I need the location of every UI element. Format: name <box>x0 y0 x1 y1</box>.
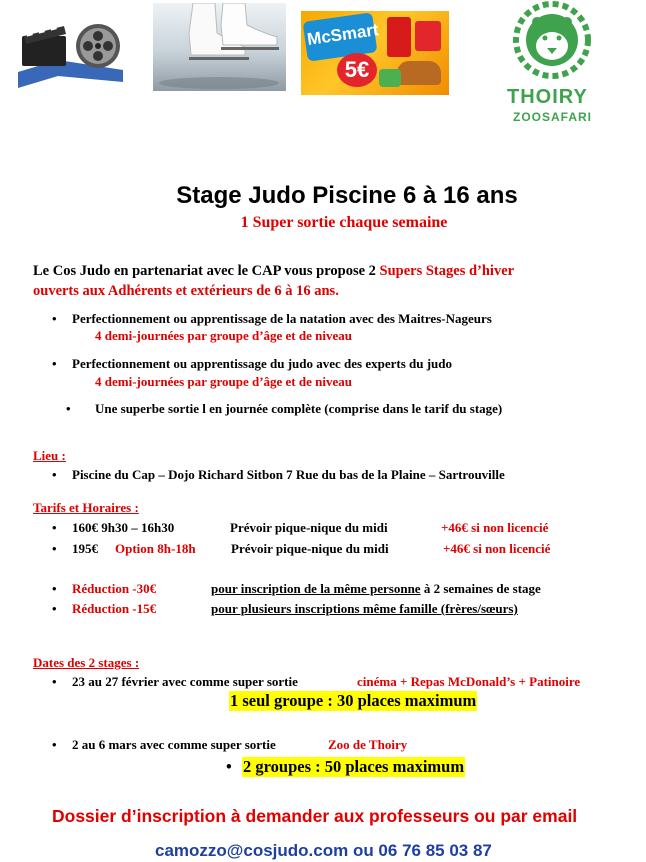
tarif-2-option: Option 8h-18h <box>115 541 196 556</box>
activity-2: Perfectionnement ou apprentissage du judo avec des experts du judo <box>72 356 453 371</box>
tarif-1-price: 160€ 9h30 – 16h30 <box>72 520 175 535</box>
bullet: • <box>52 520 57 535</box>
mcsmart-price: 5€ <box>337 53 377 87</box>
stage-1-text: 23 au 27 février avec comme super sortie <box>72 674 298 689</box>
thoiry-bottom: ZOOSAFARI <box>513 110 593 124</box>
bullet: • <box>52 581 57 596</box>
reduction-2-desc: pour plusieurs inscriptions même famille (frères/sœurs) <box>211 601 518 616</box>
tarif-1-extra: +46€ si non licencié <box>441 520 549 535</box>
stage-2-text: 2 au 6 mars avec comme super sortie <box>72 737 276 752</box>
bullet: • <box>52 541 57 556</box>
ice-skate-icon <box>153 3 286 91</box>
bullet: • <box>52 601 57 616</box>
tarif-2-price: 195€ <box>72 541 98 556</box>
stage-2-groupe: 2 groupes : 50 places maximum <box>243 757 465 776</box>
page-subtitle: 1 Super sortie chaque semaine <box>240 214 448 231</box>
bullet: • <box>52 674 57 689</box>
intro-part2: Supers Stages d’hiver <box>379 263 515 279</box>
reduction-1-desc-rest: à 2 semaines de stage <box>420 581 541 596</box>
lion-icon <box>505 0 600 80</box>
lieu-heading: Lieu : <box>33 448 66 463</box>
mcsmart-label: McSmart <box>305 20 380 49</box>
film-image <box>18 10 123 88</box>
stage-2-sortie: Zoo de Thoiry <box>328 737 408 752</box>
dossier-text: Dossier d’inscription à demander aux professeurs ou par email <box>52 806 578 826</box>
intro-paragraph <box>33 261 514 301</box>
tarifs-heading: Tarifs et Horaires : <box>33 500 139 515</box>
activity-3: Une superbe sortie l en journée complète (comprise dans le tarif du stage) <box>95 401 503 416</box>
mcsmart-image <box>301 11 449 95</box>
intro-part1: Le Cos Judo en partenariat avec le CAP vous propose 2 <box>33 263 380 279</box>
bullet: • <box>52 467 57 482</box>
activity-1-sub: 4 demi-journées par groupe d’âge et de niveau <box>95 328 352 343</box>
bullet: • <box>52 737 57 752</box>
bullet: • <box>52 356 57 371</box>
reduction-1-label: Réduction -30€ <box>72 581 157 596</box>
dates-heading: Dates des 2 stages : <box>33 655 140 670</box>
tarif-2-note: Prévoir pique-nique du midi <box>231 541 389 556</box>
stage-1-sortie: cinéma + Repas McDonald’s + Patinoire <box>357 674 581 689</box>
tarif-2-extra: +46€ si non licencié <box>443 541 551 556</box>
ice-skate-image <box>153 3 286 91</box>
activity-1: Perfectionnement ou apprentissage de la natation avec des Maitres-Nageurs <box>72 311 492 326</box>
bullet: • <box>52 311 57 326</box>
tarif-1-note: Prévoir pique-nique du midi <box>230 520 388 535</box>
bullet: • <box>226 757 232 776</box>
reduction-2-label: Réduction -15€ <box>72 601 157 616</box>
page-title: Stage Judo Piscine 6 à 16 ans <box>176 182 518 209</box>
lieu-item: Piscine du Cap – Dojo Richard Sitbon 7 Rue du bas de la Plaine – Sartrouville <box>72 467 505 482</box>
bullet: • <box>66 401 71 416</box>
contact-line[interactable]: camozzo@cosjudo.com ou 06 76 85 03 87 <box>155 841 492 860</box>
thoiry-logo <box>505 0 600 128</box>
thoiry-top: THOIRY <box>507 86 588 108</box>
intro-part3: ouverts aux Adhérents et extérieurs de 6 à 16 ans. <box>33 283 339 299</box>
stage-1-groupe: 1 seul groupe : 30 places maximum <box>230 691 477 710</box>
reduction-1-desc <box>211 581 541 597</box>
film-reel-icon <box>18 10 123 88</box>
reduction-1-desc-underlined: pour inscription de la même personne <box>211 581 421 596</box>
activity-2-sub: 4 demi-journées par groupe d’âge et de niveau <box>95 374 352 389</box>
